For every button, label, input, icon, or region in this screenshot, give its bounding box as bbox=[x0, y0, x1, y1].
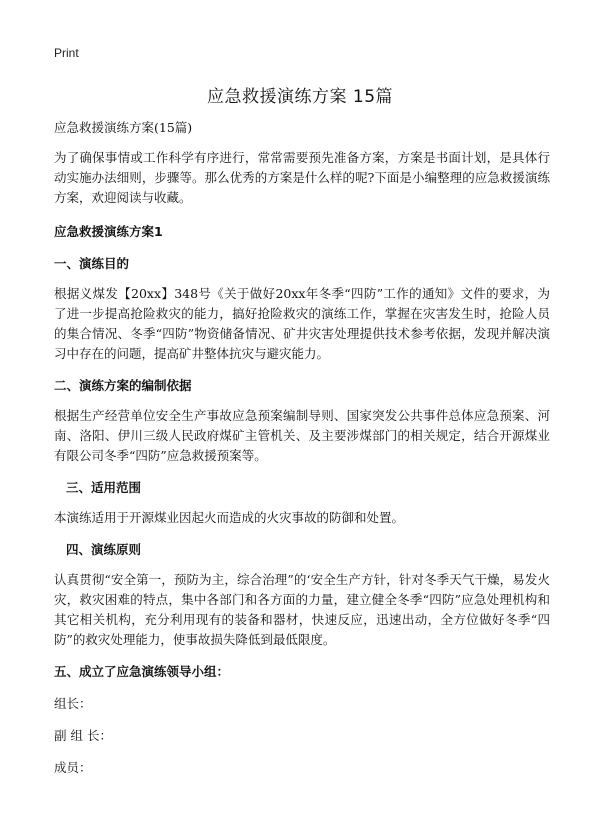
page-title: 应急救援演练方案 15篇 bbox=[206, 87, 394, 107]
section-heading-scope: 三、适用范围 bbox=[66, 480, 142, 495]
section-heading-basis: 二、演练方案的编制依据 bbox=[54, 378, 192, 393]
intro-paragraph: 为了确保事情或工作科学有序进行，常常需要预先准备方案，方案是书面计划，是具体行动实施办法细则，步骤等。那么优秀的方案是什么样的呢?下面是小编整理的应急救援演练方案，欢迎阅读与收藏。 bbox=[54, 150, 550, 205]
role-members: 成员： bbox=[54, 760, 92, 775]
section-heading-leadership: 五、成立了应急演练领导小组： bbox=[54, 664, 230, 679]
document-subtitle: 应急救援演练方案(15篇) bbox=[54, 120, 193, 135]
print-link[interactable]: Print bbox=[54, 46, 79, 60]
document-body bbox=[54, 118, 550, 790]
section-heading-principles: 四、演练原则 bbox=[66, 542, 142, 557]
section-body-basis: 根据生产经营单位安全生产事故应急预案编制导则、国家突发公共事件总体应急预案、河南、洛阳、伊川三级人民政府煤矿主管机关、及主要涉煤部门的相关规定，结合开源煤业有限公司冬季“四防”应急救援预案等。 bbox=[54, 408, 550, 463]
role-leader: 组长： bbox=[54, 696, 92, 711]
section-heading-purpose: 一、演练目的 bbox=[54, 256, 130, 271]
leadership-roles bbox=[54, 694, 550, 778]
role-deputy: 副 组 长： bbox=[54, 728, 112, 743]
section-body-scope: 本演练适用于开源煤业因起火而造成的火灾事故的防御和处置。 bbox=[54, 510, 405, 525]
section-body-purpose: 根据义煤发【20xx】348号《关于做好20xx年冬季“四防”工作的通知》文件的要求，为了进一步提高抢险救灾的能力，搞好抢险救灾的演练工作，掌握在灾害发生时，抢险人员的集合情况、冬季“四防”物资储备情况、矿井灾害处理提供技术参考依据，发现并解决演习中存在的问题，提高矿井整体抗灾与避灾能力。 bbox=[54, 286, 550, 361]
section-body-principles: 认真贯彻“安全第一，预防为主，综合治理”的‘安全生产方针，针对冬季天气干燥，易发火灾，救灾困难的特点，集中各部门和各方面的力量，建立健全冬季“四防”应急处理机构和其它相关机构，充分利用现有的装备和器材，快速反应，迅速出动，全方位做好冬季“四防”的救灾处理能力，使事故损失降低到最低限度。 bbox=[54, 572, 550, 647]
plan-heading: 应急救援演练方案1 bbox=[54, 224, 163, 239]
